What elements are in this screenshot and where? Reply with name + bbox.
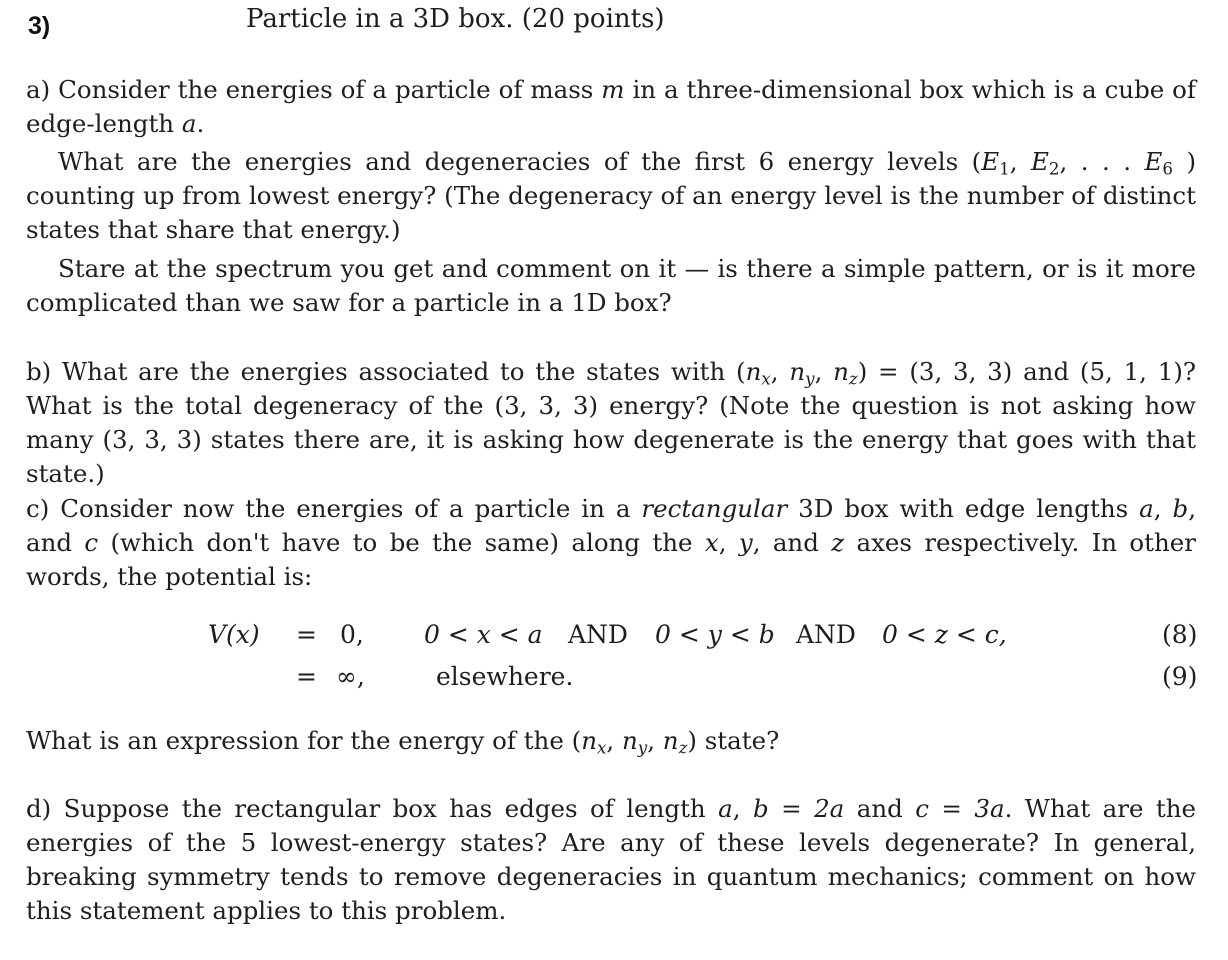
part-c: c) Consider now the energies of a particle in a rectangular 3D box with edge lengths a, b, and c (which don't have to be the same) along the x, y, and z axes respectively. In other words, the potential is: [26,494,1196,591]
problem-number: 3) [28,12,51,40]
equation-lhs: V(x) [208,620,260,649]
value-infinity: ∞, [336,662,365,691]
part-a-comment: Stare at the spectrum you get and comment on it — is there a simple pattern, or is it more complicated than we saw for a particle in a 1D box? [26,254,1196,317]
part-a-intro: a) Consider the energies of a particle of mass m in a three-dimensional box which is a cube of edge-length a. [26,75,1197,138]
and-2: AND [796,620,856,649]
equation-tag-9: (9) [1162,662,1198,691]
equation-tag-8: (8) [1162,620,1198,649]
part-a-question: What are the energies and degeneracies of the first 6 energy levels ($E_1$, $E_2$, . . . $E_6$ ) counting up from lowest energy? (The degeneracy of an energy level is the number of distinct states that share that energy.) [26,147,1197,244]
equals-sign-2: = [296,662,317,691]
condition-x: 0 < x < a [424,620,543,649]
value-zero: 0, [340,620,364,649]
problem-title: Particle in a 3D box. (20 points) [246,4,665,34]
equals-sign-1: = [296,620,317,649]
condition-elsewhere: elsewhere. [436,662,574,691]
part-b: b) What are the energies associated to the states with ($n_x$, $n_y$, $n_z) = (3$, 3, 3) and (5, 1, 1)? What is the total degeneracy of the (3, 3, 3) energy? (Note the question is not asking how many (3, 3, 3) states there are, it is asking how degenerate is the energy that goes with that state.) [26,357,1197,488]
condition-y: 0 < y < b [655,620,775,649]
condition-z: 0 < z < c, [882,620,1007,649]
part-c-question: What is an expression for the energy of the ($n_x$, $n_y$, $n_z$) state? [26,726,780,758]
and-1: AND [568,620,628,649]
part-d: d) Suppose the rectangular box has edges of length a, b = 2a and c = 3a. What are the energies of the 5 lowest-energy states? Are any of these levels degenerate? In general, breaking symmetry tends to remove degeneracies in quantum mechanics; comment on how this statement applies to this problem. [26,794,1197,925]
